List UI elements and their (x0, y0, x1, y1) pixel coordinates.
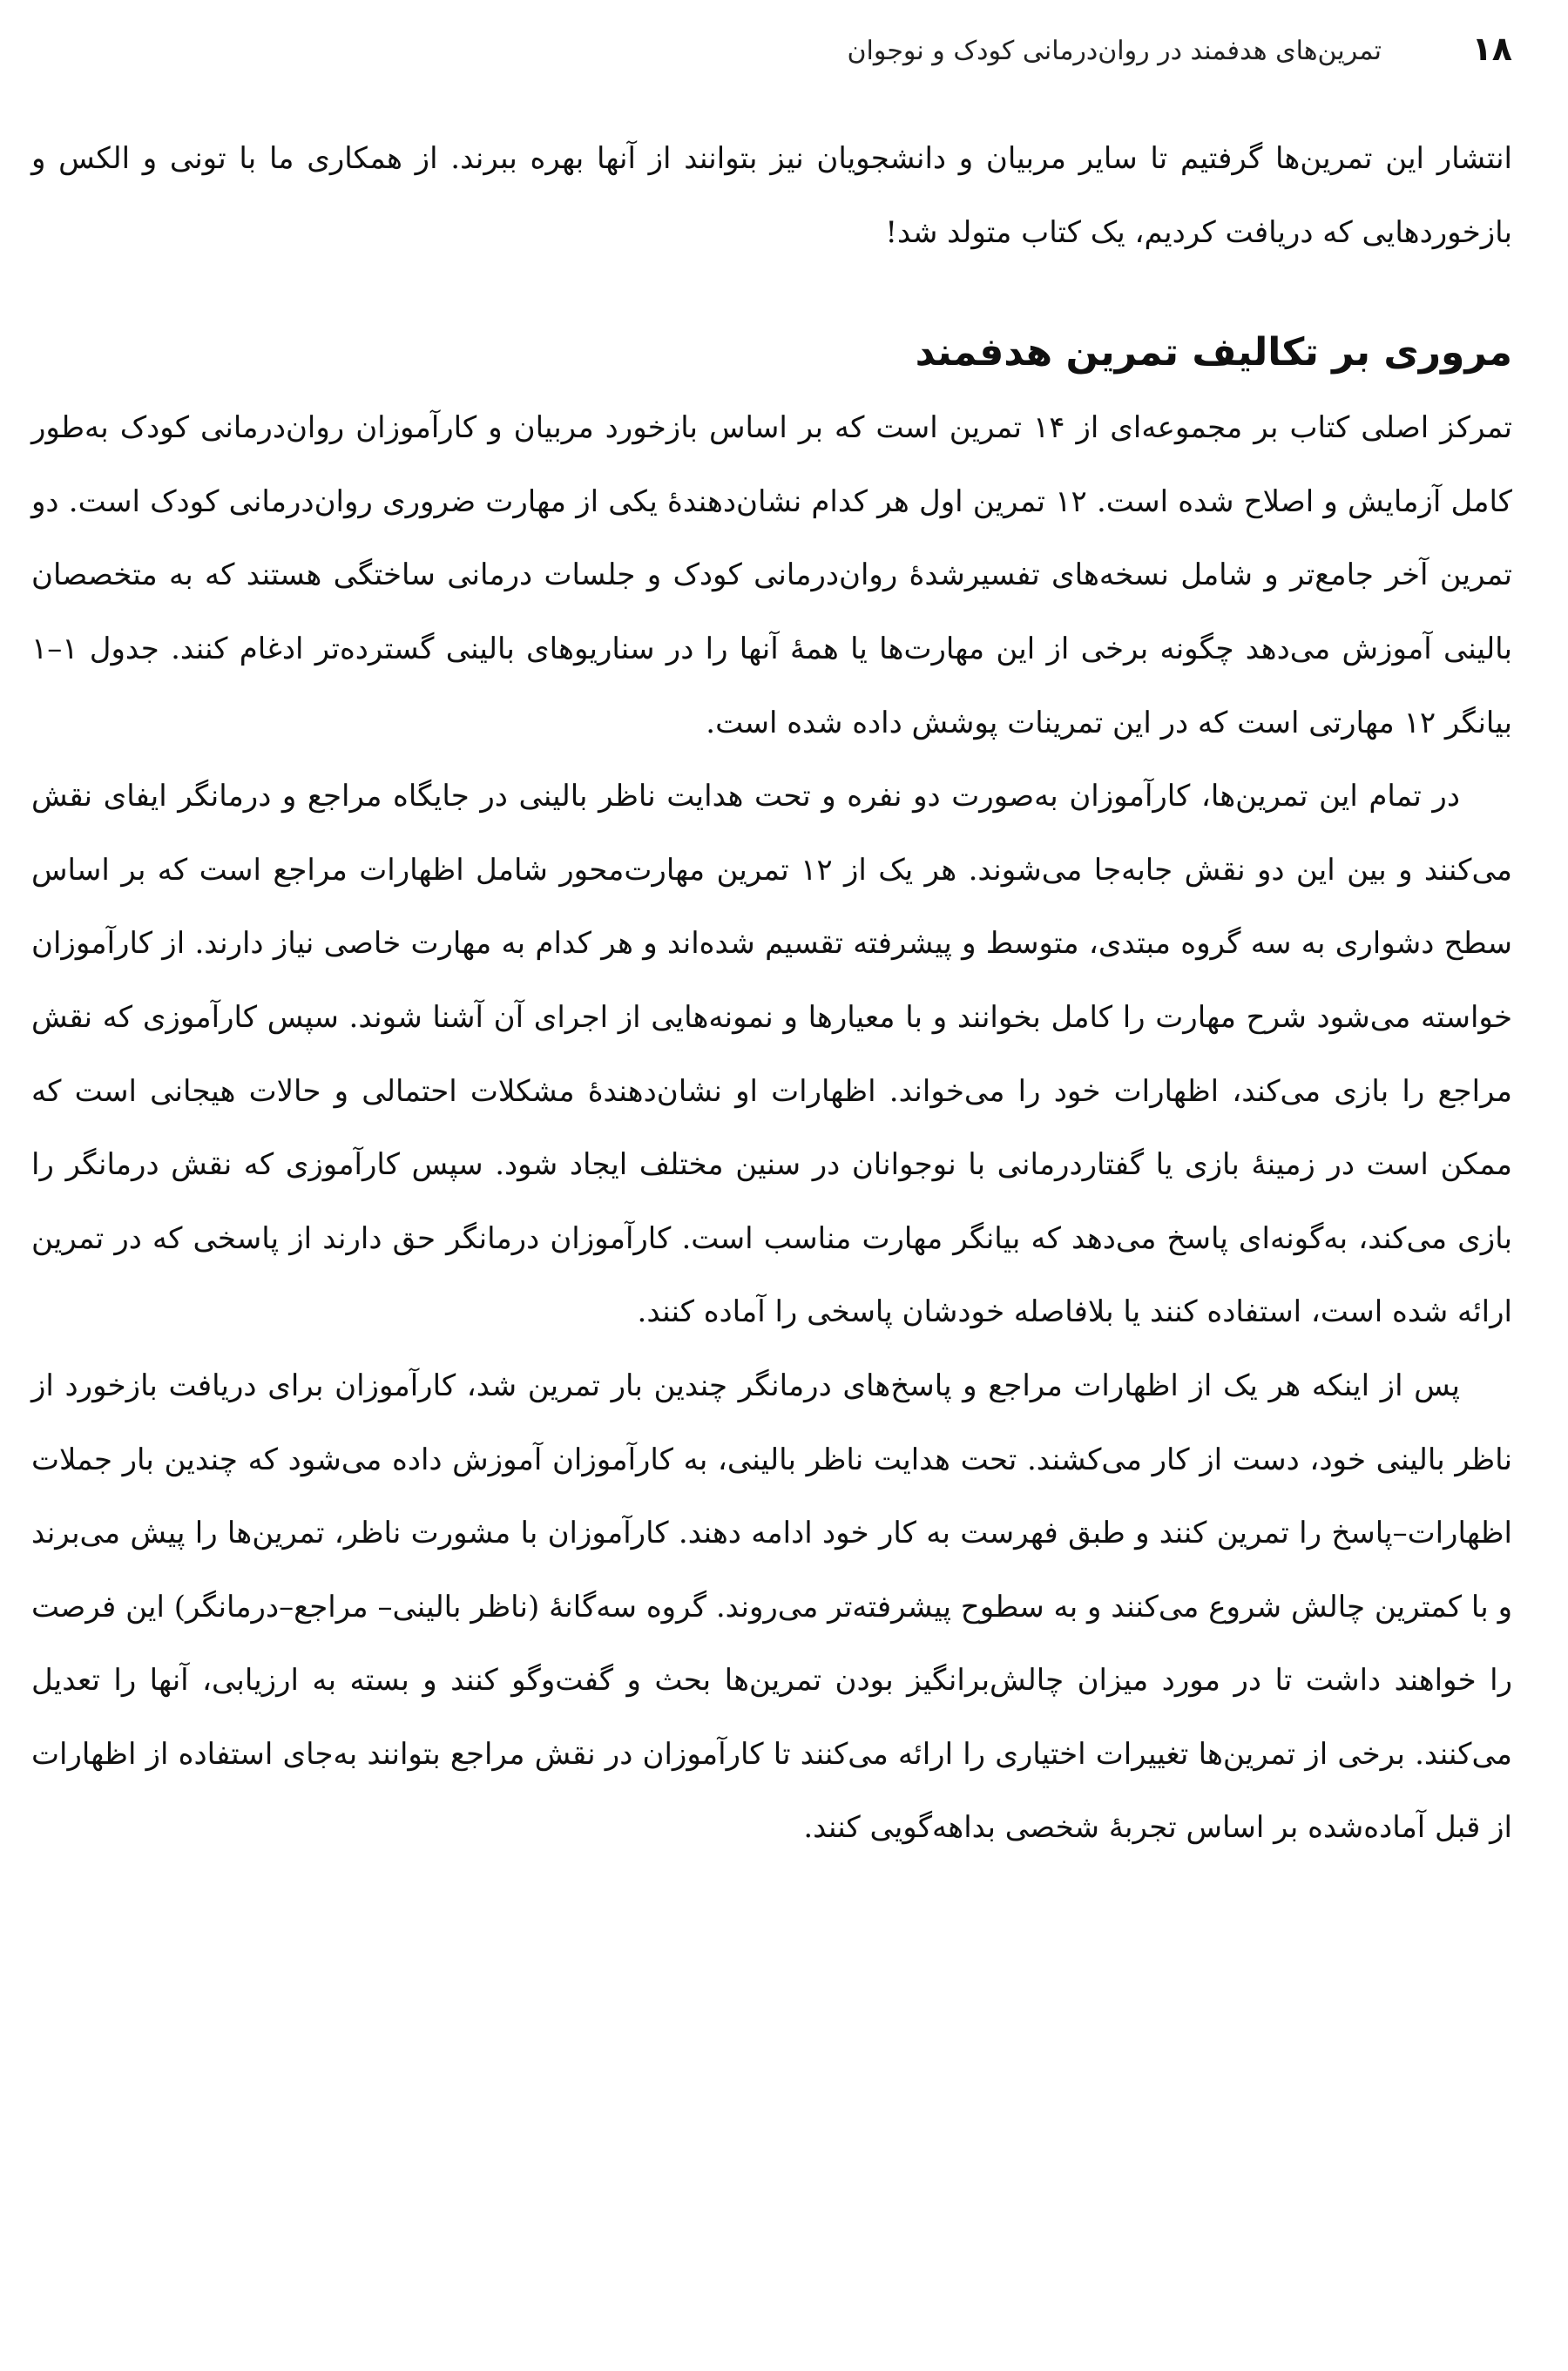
paragraph-2: در تمام این تمرین‌ها، کارآموزان به‌صورت دو نفره و تحت هدایت ناظر بالینی در جایگاه مراجع و درمانگر ایفای نقش می‌کنند و بین این دو نقش جابه‌جا می‌شوند. هر یک از ۱۲ تمرین مهارت‌محور شامل اظهارات مراجع است که بر اساس سطح دشواری به سه گروه مبتدی، متوسط و پیشرفته تقسیم شده‌اند و هر کدام به مهارت خاصی نیاز دارند. از کارآموزان خواسته می‌شود شرح مهارت را کامل بخوانند و با معیارها و نمونه‌هایی از اجرای آن آشنا شوند. سپس کارآموزی که نقش مراجع را بازی می‌کند، اظهارات خود را می‌خواند. اظهارات او نشان‌دهندهٔ مشکلات احتمالی و حالات هیجانی است که ممکن است در زمینهٔ بازی یا گفتاردرمانی با نوجوانان در سنین مختلف ایجاد شود. سپس کارآموزی که نقش درمانگر را بازی می‌کند، به‌گونه‌ای پاسخ می‌دهد که بیانگر مهارت مناسب است. کارآموزان درمانگر حق دارند از پاسخی که در تمرین ارائه شده است، استفاده کنند یا بلافاصله خودشان پاسخی را آماده کنند. (31, 779, 1513, 1330)
intro-paragraph: انتشار این تمرین‌ها گرفتیم تا سایر مربیان و دانشجویان نیز بتوانند از آنها بهره ببرند. از همکاری ما با تونی و الکس و بازخوردهایی که دریافت کردیم، یک کتاب متولد شد! (31, 141, 1512, 250)
body-text (31, 122, 1512, 1865)
page-number: ۱۸ (1471, 30, 1512, 68)
paragraph-1: تمرکز اصلی کتاب بر مجموعه‌ای از ۱۴ تمرین است که بر اساس بازخورد مربیان و کارآموزان روان‌درمانی کودک به‌طور کامل آزمایش و اصلاح شده است. ۱۲ تمرین اول هر کدام نشان‌دهندهٔ یکی از مهارت ضروری روان‌درمانی کودک است. دو تمرین آخر جامع‌تر و شامل نسخه‌های تفسیرشدهٔ روان‌درمانی کودک و جلسات درمانی ساختگی هستند که به متخصصان بالینی آموزش می‌دهد چگونه برخی از این مهارت‌ها یا همهٔ آنها را در سناریوهای بالینی گسترده‌تر ادغام کنند. جدول ۱–۱ بیانگر ۱۲ مهارتی است که در این تمرینات پوشش داده شده است. (31, 410, 1512, 740)
paragraph-3: پس از اینکه هر یک از اظهارات مراجع و پاسخ‌های درمانگر چندین بار تمرین شد، کارآموزان برای دریافت بازخورد از ناظر بالینی خود، دست از کار می‌کشند. تحت هدایت ناظر بالینی، به کارآموزان آموزش داده می‌شود که چندین بار جملات اظهارات–پاسخ را تمرین کنند و طبق فهرست به کار خود ادامه دهند. کارآموزان با مشورت ناظر، تمرین‌ها را پیش می‌برند و با کمترین چالش شروع می‌کنند و به سطوح پیشرفته‌تر می‌روند. گروه سه‌گانهٔ (ناظر بالینی– مراجع–درمانگر) این فرصت را خواهند داشت تا در مورد میزان چالش‌برانگیز بودن تمرین‌ها بحث و گفت‌وگو کنند و بسته به ارزیابی، آنها را تعدیل می‌کنند. برخی از تمرین‌ها تغییرات اختیاری را ارائه می‌کنند تا کارآموزان در نقش مراجع بتوانند به‌جای استفاده از اظهارات از قبل آماده‌شده بر اساس تجربهٔ شخصی بداهه‌گویی کنند. (31, 1368, 1512, 1846)
running-title: تمرین‌های هدفمند در روان‌درمانی کودک و نوجوان (847, 36, 1382, 66)
running-header (31, 26, 1512, 78)
section-heading: مروری بر تکالیف تمرین هدفمند (915, 330, 1512, 375)
